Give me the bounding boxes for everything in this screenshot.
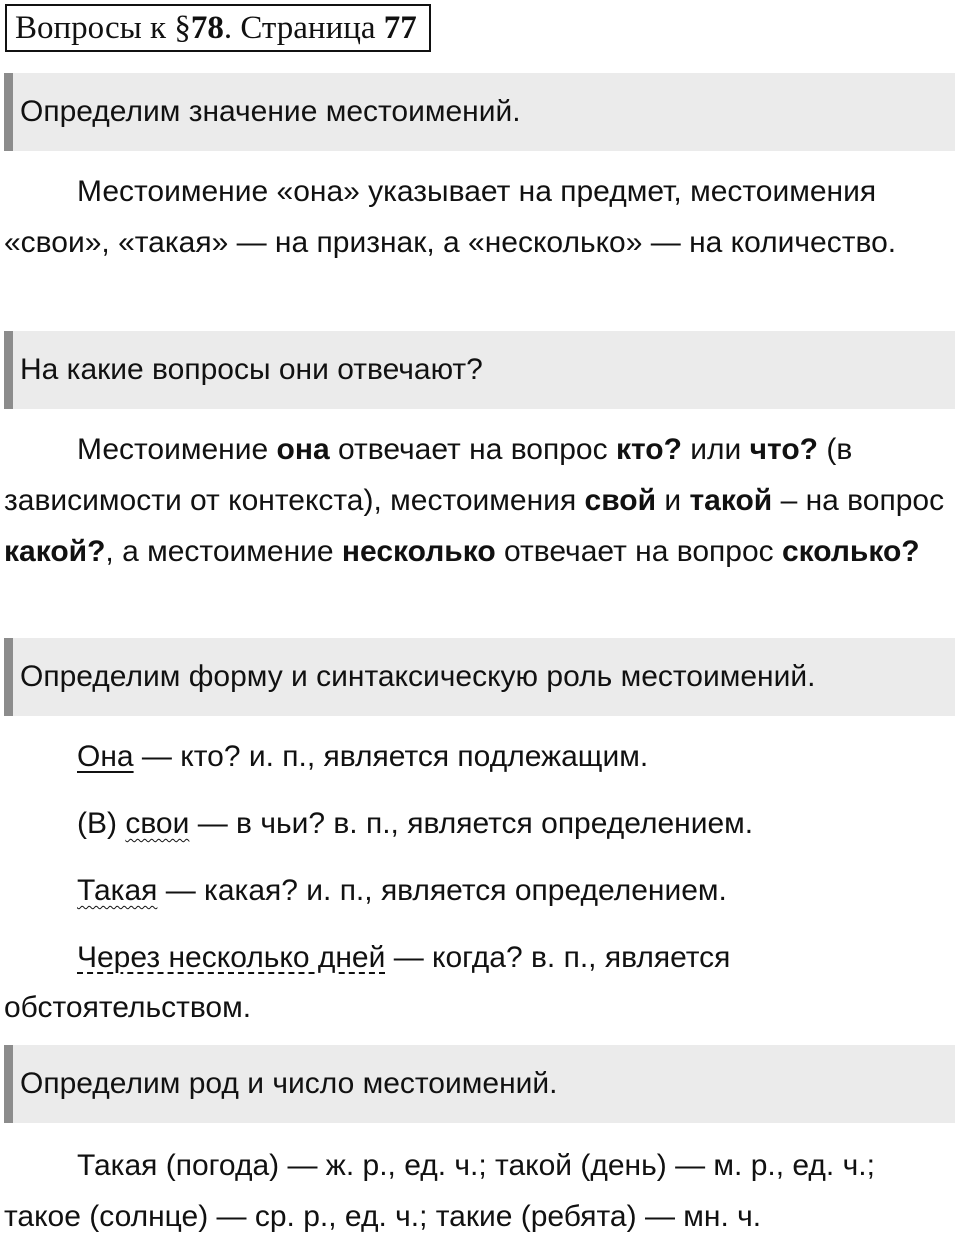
subject-underlined-word: Она: [77, 740, 134, 773]
line-text: — в чьи? в. п., является определением.: [189, 807, 754, 840]
answer-text: отвечает на вопрос: [329, 433, 616, 466]
line-text: — когда? в. п., является: [385, 941, 731, 974]
answer-text: или: [681, 433, 750, 466]
question-word-bold: что?: [749, 433, 818, 466]
question-box-gender-number: [4, 1045, 955, 1123]
attribute-underlined-word: Такая: [77, 874, 158, 907]
pronoun-bold: такой: [689, 484, 773, 517]
line-prefix: (В): [77, 807, 126, 840]
analysis-line-attribute-1: [77, 798, 753, 849]
analysis-line-subject: [77, 731, 648, 782]
question-text: На какие вопросы они отвечают?: [20, 353, 483, 386]
answer-text: Местоимение: [77, 433, 277, 466]
answer-gender-number: Такая (погода) — ж. р., ед. ч.; такой (день) — м. р., ед. ч.; такое (солнце) — ср. р., ед. ч.; такие (ребята) — мн. ч.: [4, 1149, 875, 1233]
answer-text: отвечает на вопрос: [495, 535, 782, 568]
answer-text: , а местоимение: [105, 535, 342, 568]
question-box-meaning: [4, 73, 955, 151]
line-text: — какая? и. п., является определением.: [157, 874, 727, 907]
answer-text: и: [656, 484, 690, 517]
adverbial-underlined-phrase: Через несколько дней: [77, 941, 386, 974]
question-text: Определим значение местоимений.: [20, 95, 521, 128]
answer-text: – на вопрос: [772, 484, 945, 517]
pronoun-bold: она: [276, 433, 330, 466]
question-word-bold: какой?: [4, 535, 106, 568]
analysis-line-continuation: обстоятельством.: [4, 991, 252, 1024]
answer-meaning: Местоимение «она» указывает на предмет, местоимения «свои», «такая» — на признак, а «несколько» — на количество.: [4, 175, 897, 259]
question-text: Определим род и число местоимений.: [20, 1067, 558, 1100]
line-text: — кто? и. п., является подлежащим.: [133, 740, 649, 773]
page-number: 77: [383, 10, 417, 46]
section-number: 78: [190, 10, 224, 46]
attribute-underlined-word: свои: [125, 807, 190, 840]
title-middle: . Страница: [223, 10, 384, 46]
title-prefix: Вопросы к §: [15, 10, 191, 46]
answer-text: (в зависимости от контекста), местоимения: [4, 433, 853, 517]
question-word-bold: сколько?: [781, 535, 920, 568]
pronoun-bold: несколько: [341, 535, 496, 568]
pronoun-bold: свой: [584, 484, 657, 517]
answer-questions: [4, 424, 952, 577]
question-box-questions: [4, 331, 955, 409]
question-box-form-role: [4, 638, 955, 716]
analysis-line-attribute-2: [77, 865, 727, 916]
page-title: [5, 4, 431, 52]
question-text: Определим форму и синтаксическую роль местоимений.: [20, 660, 816, 693]
question-word-bold: кто?: [615, 433, 682, 466]
analysis-line-adverbial: [77, 932, 730, 983]
